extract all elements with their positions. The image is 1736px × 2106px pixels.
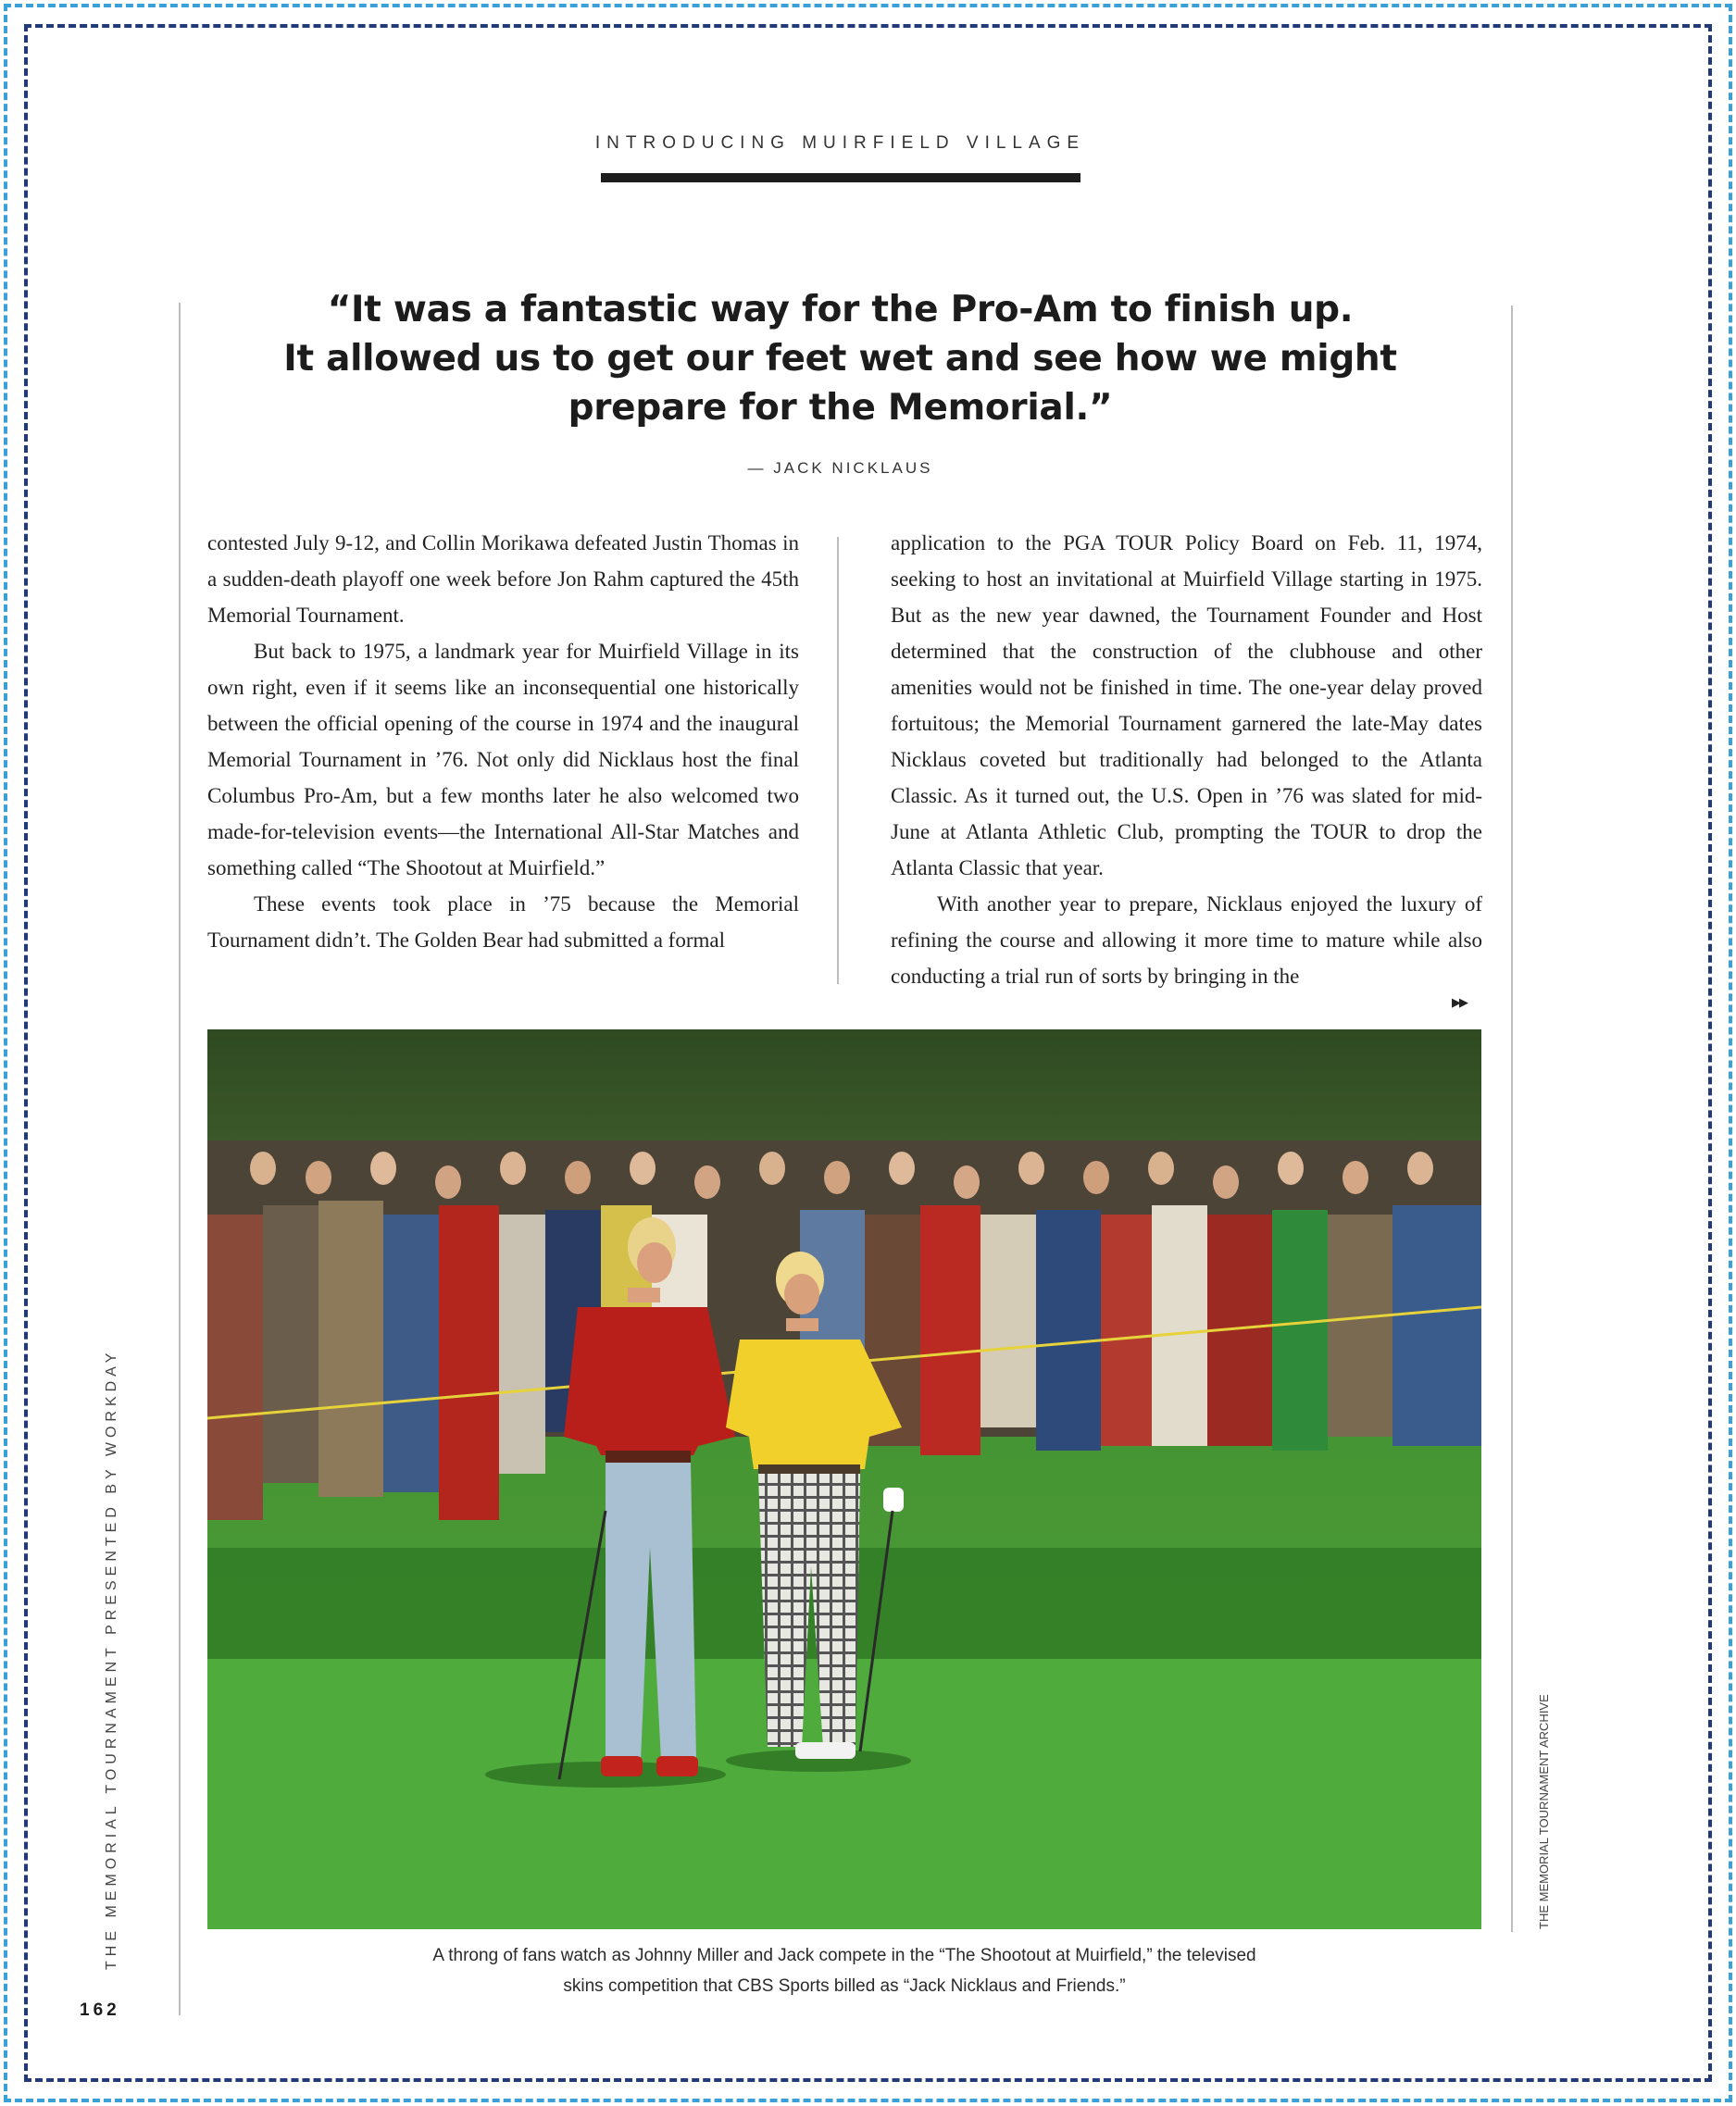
photo-caption [207, 1940, 1481, 2001]
page-number: 162 [80, 2000, 120, 2020]
article-column-right [891, 525, 1482, 994]
paragraph: contested July 9-12, and Collin Morikawa defeated Justin Thomas in a sudden-death playoff one week before Jon Rahm captured the 45th Memorial Tournament. [207, 531, 799, 627]
section-title-rule [601, 173, 1080, 182]
section-title: INTRODUCING MUIRFIELD VILLAGE [594, 133, 1086, 153]
photo-caption-line: skins competition that CBS Sports billed as “Jack Nicklaus and Friends.” [563, 1976, 1126, 1996]
pull-quote-line: It allowed us to get our feet wet and see how we might [283, 338, 1397, 380]
paragraph: These events took place in ’75 because the Memorial Tournament didn’t. The Golden Bear had submitted a formal [207, 892, 799, 952]
paragraph: With another year to prepare, Nicklaus enjoyed the luxury of refining the course and allowing it more time to mature while also conducting a trial run of sorts by bringing in the [891, 892, 1482, 988]
column-divider [837, 537, 839, 984]
pull-quote-line: “It was a fantastic way for the Pro-Am to finish up. [327, 289, 1354, 330]
running-footer: THE MEMORIAL TOURNAMENT PRESENTED BY WORKDAY [104, 1348, 119, 1970]
left-margin-rule [179, 303, 181, 2015]
photo-credit: THE MEMORIAL TOURNAMENT ARCHIVE [1537, 1694, 1551, 1929]
paragraph: But back to 1975, a landmark year for Muirfield Village in its own right, even if it seems like an inconsequential one historically between the official opening of the course in 1974 and the inaugural Memorial Tournament in ’76. Not only did Nicklaus host the final Columbus Pro-Am, but a few months later he also welcomed two made-for-television events—the International All-Star Matches and something called “The Shootout at Muirfield.” [207, 640, 799, 879]
pull-quote-attribution: — JACK NICKLAUS [747, 459, 933, 477]
pull-quote-line: prepare for the Memorial.” [568, 387, 1113, 429]
pull-quote [185, 285, 1495, 432]
article-column-left [207, 525, 799, 958]
paragraph: application to the PGA TOUR Policy Board on Feb. 11, 1974, seeking to host an invitational at Muirfield Village starting in 1975. But as the new year dawned, the Tournament Founder and Host determined that the construction of the clubhouse and other amenities would not be finished in time. The one-year delay proved fortuitous; the Memorial Tournament garnered the late-May dates Nicklaus coveted but traditionally had belonged to the Atlanta Classic. As it turned out, the U.S. Open in ’76 was slated for mid-June at Atlanta Athletic Club, prompting the TOUR to drop the Atlanta Classic that year. [891, 531, 1482, 879]
right-margin-rule [1511, 305, 1513, 1932]
photo-caption-line: A throng of fans watch as Johnny Miller and Jack compete in the “The Shootout at Muirfield,” the televised [432, 1946, 1256, 1965]
golf-photo [207, 1029, 1481, 1929]
continue-arrows-icon: ▶▶ [1452, 996, 1467, 1010]
